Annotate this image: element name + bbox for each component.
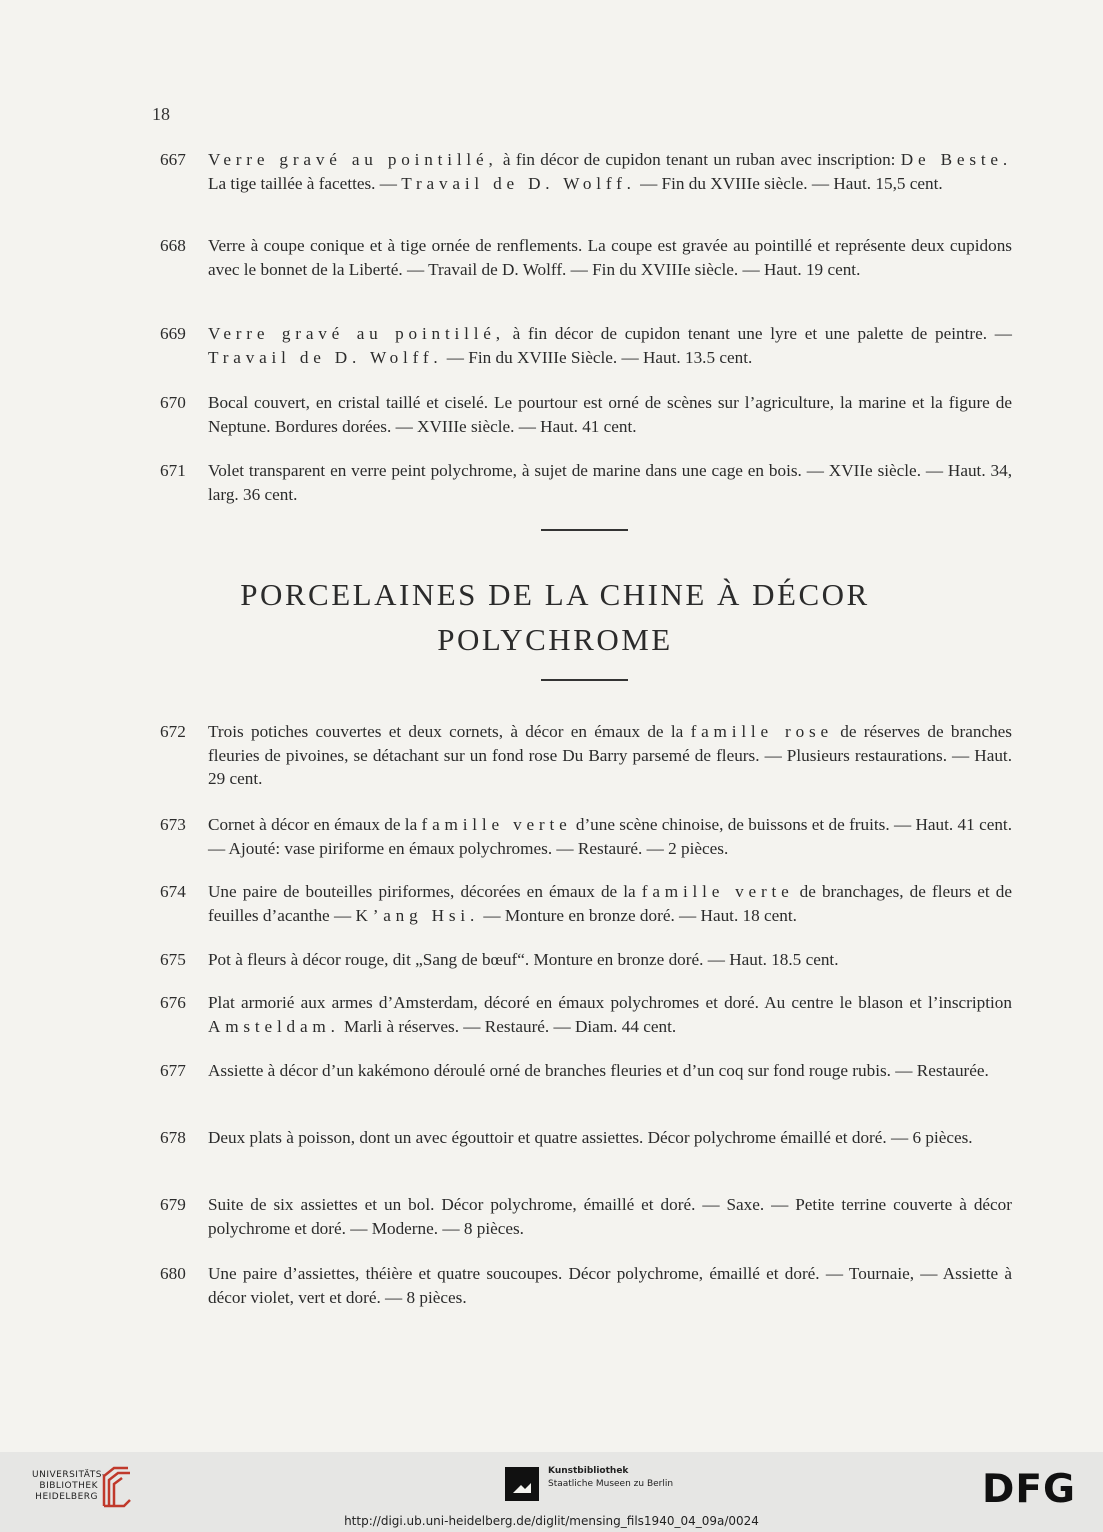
entry-number: 675 <box>160 950 186 969</box>
university-library-label <box>32 1470 106 1503</box>
catalog-entry <box>160 322 1012 369</box>
entry-text <box>208 1193 1012 1240</box>
dfg-logo: DFG <box>982 1467 1077 1512</box>
entry-number: 678 <box>160 1128 186 1147</box>
kunstbibliothek-label <box>548 1465 673 1491</box>
entry-text <box>208 459 1012 506</box>
catalog-entry <box>160 148 1012 195</box>
spaced-emphasis: famille verte <box>421 815 572 834</box>
text-segment: — Fin du XVIIIe siècle. — Haut. 15,5 cent. <box>635 173 943 193</box>
section-heading-line1: PORCELAINES DE LA CHINE À DÉCOR <box>240 577 870 612</box>
kunstbibliothek-logo-icon <box>505 1467 539 1501</box>
spaced-emphasis: Amsteldam. <box>208 1016 340 1036</box>
uni-line: UNIVERSITÄTS- <box>32 1470 106 1480</box>
text-segment: Deux plats à poisson, dont un avec égouttoir et quatre assiettes. Décor polychrome émaillé et doré. — 6 pièces. <box>208 1128 973 1147</box>
section-heading-line2: POLYCHROME <box>437 622 673 657</box>
text-segment: à fin décor de cupidon tenant un ruban avec inscription: <box>497 150 901 169</box>
text-segment: Trois potiches couvertes et deux cornets, à décor en émaux de la <box>208 722 691 741</box>
text-segment: La tige taillée à facettes. — <box>208 173 402 193</box>
entry-number: 670 <box>160 393 186 412</box>
entry-text <box>208 720 1012 791</box>
entry-number: 677 <box>160 1061 186 1080</box>
entry-text <box>208 880 1012 927</box>
text-segment: Suite de six assiettes et un bol. Décor polychrome, émaillé et doré. — Saxe. — Petite terrine couverte à décor polychrome et doré. — Moderne. — 8 pièces. <box>208 1195 1012 1238</box>
catalog-entry <box>160 1059 1012 1083</box>
catalog-entry <box>160 948 1012 972</box>
catalog-entry <box>160 813 1012 860</box>
entry-number: 668 <box>160 236 186 255</box>
entry-number: 679 <box>160 1195 186 1214</box>
text-segment: Assiette à décor d’un kakémono déroulé orné de branches fleuries et d’un coq sur fond rouge rubis. — Restaurée. <box>208 1061 989 1080</box>
entry-number: 680 <box>160 1264 186 1283</box>
uni-line: BIBLIOTHEK <box>39 1481 98 1491</box>
university-logo-icon <box>100 1462 134 1510</box>
spaced-emphasis: Verre gravé au pointillé, <box>208 150 498 169</box>
text-segment: Bocal couvert, en cristal taillé et ciselé. Le pourtour est orné de scènes sur l’agriculture, la marine et la figure de Neptune. Bordures dorées. — XVIIIe siècle. — Haut. 41 cent. <box>208 393 1012 436</box>
entry-number: 672 <box>160 722 186 741</box>
text-segment: à fin décor de cupidon tenant une lyre et une palette de peintre. — <box>504 324 1012 343</box>
entry-number: 674 <box>160 882 186 901</box>
entry-text <box>208 322 1012 369</box>
page-number: 18 <box>152 104 170 124</box>
entry-text <box>208 1059 1012 1083</box>
entry-text <box>208 1262 1012 1309</box>
section-rule-bottom <box>541 679 628 681</box>
uni-line: HEIDELBERG <box>35 1492 98 1502</box>
spaced-emphasis: famille rose <box>690 722 833 741</box>
text-segment: Plat armorié aux armes d’Amsterdam, décoré en émaux polychromes et doré. Au centre le blason et l’inscription <box>208 993 1012 1012</box>
spaced-emphasis: K’ang Hsi. <box>355 905 480 925</box>
text-segment: de réserves de branches fleuries de pivoines, se détachant sur un fond rose Du Barry parsemé de fleurs. — Plusieurs restaurations. — Haut. 29 cent. <box>208 722 1012 789</box>
entry-text <box>208 991 1012 1038</box>
text-segment: Cornet à décor en émaux de la <box>208 815 422 834</box>
catalog-entry <box>160 459 1012 506</box>
text-segment: Une paire de bouteilles piriformes, décorées en émaux de la <box>208 882 642 901</box>
entry-text <box>208 148 1012 195</box>
text-segment: Pot à fleurs à décor rouge, dit „Sang de bœuf“. Monture en bronze doré. — Haut. 18.5 cent. <box>208 950 839 969</box>
entry-number: 673 <box>160 815 186 834</box>
spaced-emphasis: De Beste. <box>900 150 1012 169</box>
section-rule-top <box>541 529 628 531</box>
spaced-emphasis: famille verte <box>641 882 794 901</box>
kb-name: Kunstbibliothek <box>548 1466 629 1476</box>
text-segment: — Monture en bronze doré. — Haut. 18 cent. <box>479 905 797 925</box>
entry-text <box>208 813 1012 860</box>
kb-sub: Staatliche Museen zu Berlin <box>548 1479 674 1489</box>
spaced-emphasis: Travail de D. Wolff. <box>401 173 636 193</box>
text-segment: — Fin du XVIIIe Siècle. — Haut. 13.5 cent. <box>442 347 753 367</box>
text-segment: Volet transparent en verre peint polychrome, à sujet de marine dans une cage en bois. — XVIIe siècle. — Haut. 34, larg. 36 cent. <box>208 461 1012 504</box>
spaced-emphasis: Travail de D. Wolff. <box>208 347 443 367</box>
permalink-url[interactable]: http://digi.ub.uni-heidelberg.de/diglit/mensing_fils1940_04_09a/0024 <box>344 1514 759 1528</box>
entry-text <box>208 234 1012 281</box>
catalog-entry <box>160 1262 1012 1309</box>
spaced-emphasis: Verre gravé au pointillé, <box>208 324 505 343</box>
catalog-entry <box>160 880 1012 927</box>
text-segment: de branchages, de fleurs et de feuilles d’acanthe — <box>208 882 1012 925</box>
entry-number: 671 <box>160 461 186 480</box>
text-segment: Marli à réserves. — Restauré. — Diam. 44 cent. <box>339 1016 677 1036</box>
catalog-entry <box>160 234 1012 281</box>
catalog-entry <box>160 720 1012 791</box>
entry-number: 667 <box>160 150 186 169</box>
entry-text <box>208 948 1012 972</box>
text-segment: Verre à coupe conique et à tige ornée de renflements. La coupe est gravée au pointillé et représente deux cupidons avec le bonnet de la Liberté. — Travail de D. Wolff. — Fin du XVIIIe siècle. — Haut. 19 cent. <box>208 236 1012 279</box>
catalog-entry <box>160 1193 1012 1240</box>
catalog-entry <box>160 991 1012 1038</box>
entry-text <box>208 1126 1012 1150</box>
text-segment: d’une scène chinoise, de buissons et de fruits. — Haut. 41 cent. — Ajouté: vase piriforme en émaux polychromes. — Restauré. — 2 pièces. <box>208 815 1012 858</box>
entry-number: 676 <box>160 993 186 1012</box>
catalog-entry <box>160 1126 1012 1150</box>
entry-number: 669 <box>160 324 186 343</box>
catalog-entry <box>160 391 1012 438</box>
entry-text <box>208 391 1012 438</box>
text-segment: Une paire d’assiettes, théière et quatre soucoupes. Décor polychrome, émaillé et doré. — Tournaie, — Assiette à décor violet, vert et doré. — 8 pièces. <box>208 1264 1012 1307</box>
